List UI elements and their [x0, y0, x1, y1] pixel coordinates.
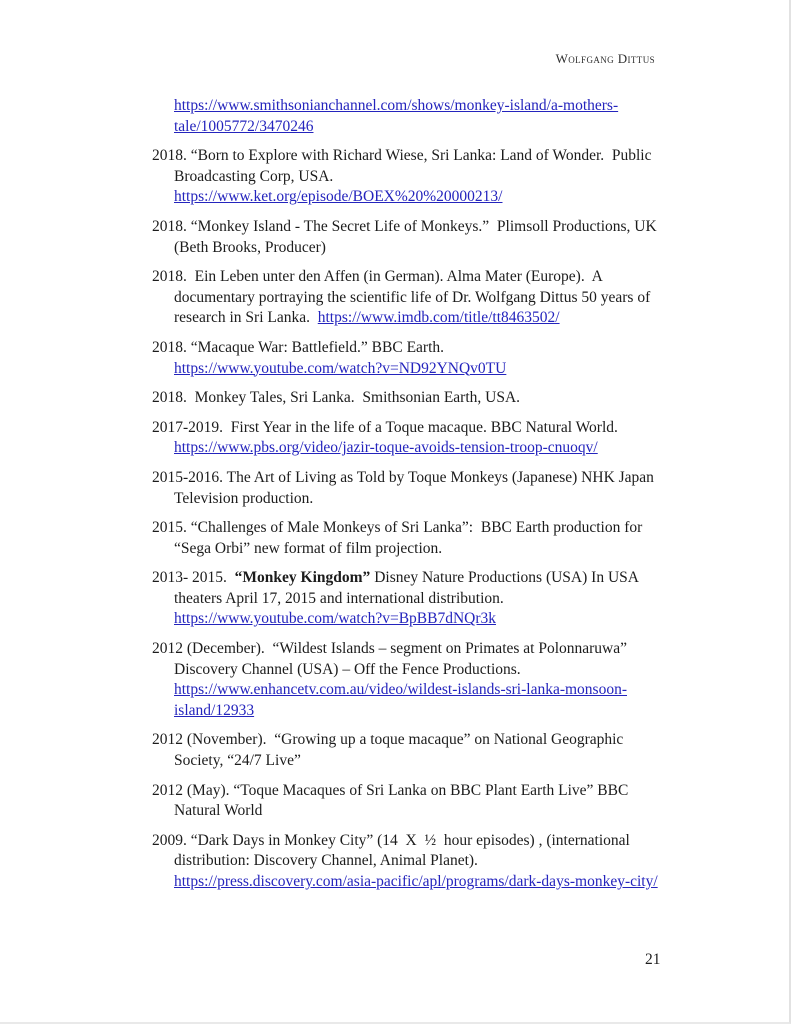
entry-2017-2019-first-year	[152, 418, 692, 459]
entry-line	[174, 117, 692, 138]
entry-text: Disney Nature Productions (USA) In USA	[370, 569, 639, 587]
entry-line	[174, 589, 692, 610]
entry-line	[174, 167, 692, 188]
entry-text: 2018. Ein Leben unter den Affen (in German). Alma Mater (Europe). A	[152, 268, 603, 286]
entry-line	[174, 187, 692, 208]
entry-line	[152, 730, 692, 751]
entry-line	[174, 701, 692, 722]
hyperlink[interactable]: island/12933	[174, 701, 255, 719]
entry-2018-macaque-war	[152, 338, 692, 379]
entry-2015-2016-art-of-living	[152, 468, 692, 509]
page-number: 21	[645, 951, 661, 968]
entry-text: Natural World	[174, 802, 263, 820]
hyperlink[interactable]: tale/1005772/3470246	[174, 117, 314, 135]
hyperlink[interactable]: https://www.youtube.com/watch?v=ND92YNQv0TU	[174, 359, 507, 377]
entry-url-continuation-smithsonian	[152, 96, 692, 137]
entry-line	[174, 438, 692, 459]
entry-line	[152, 338, 692, 359]
hyperlink[interactable]: https://www.imdb.com/title/tt8463502/	[317, 309, 560, 327]
entry-line	[174, 609, 692, 630]
entry-line	[152, 267, 692, 288]
running-header-author-name: Wolfgang Dittus	[555, 51, 655, 66]
entry-text: distribution: Discovery Channel, Animal Planet).	[174, 852, 478, 870]
entry-text: “Sega Orbi” new format of film projection.	[174, 539, 443, 557]
entry-line	[152, 781, 692, 802]
entry-line	[174, 851, 692, 872]
entry-line	[152, 568, 692, 589]
entry-line	[174, 680, 692, 701]
entry-line	[174, 489, 692, 510]
entry-text: 2015-2016. The Art of Living as Told by Toque Monkeys (Japanese) NHK Japan	[152, 468, 654, 486]
entry-2013-2015-monkey-kingdom	[152, 568, 692, 630]
entry-text: 2017-2019. First Year in the life of a Toque macaque. BBC Natural World.	[152, 418, 618, 436]
entry-text: 2018. Monkey Tales, Sri Lanka. Smithsonian Earth, USA.	[152, 389, 521, 407]
entry-text: Television production.	[174, 489, 314, 507]
entry-line	[152, 388, 692, 409]
entry-line	[152, 418, 692, 439]
entry-line	[174, 238, 692, 259]
entry-2018-monkey-tales	[152, 388, 692, 409]
entry-text: 2012 (November). “Growing up a toque macaque” on National Geographic	[152, 731, 624, 749]
entry-text: 2018. “Macaque War: Battlefield.” BBC Earth.	[152, 338, 445, 356]
entry-text: documentary portraying the scientific life of Dr. Wolfgang Dittus 50 years of	[174, 288, 651, 306]
entry-text: 2015. “Challenges of Male Monkeys of Sri Lanka”: BBC Earth production for	[152, 519, 643, 537]
entry-line	[152, 217, 692, 238]
entry-2009-dark-days	[152, 831, 692, 893]
entry-2012-may-toque-macaques	[152, 781, 692, 822]
entry-2018-ein-leben	[152, 267, 692, 329]
entry-line	[152, 518, 692, 539]
entry-line	[152, 639, 692, 660]
entry-text: Society, “24/7 Live”	[174, 752, 301, 770]
bold-title-text: “Monkey Kingdom”	[234, 569, 371, 587]
entry-2012-december-wildest-islands	[152, 639, 692, 721]
entry-line	[152, 468, 692, 489]
entry-text: 2009. “Dark Days in Monkey City” (14 X ½ hour episodes) , (international	[152, 831, 630, 849]
entry-2018-born-to-explore	[152, 146, 692, 208]
hyperlink[interactable]: https://www.youtube.com/watch?v=BpBB7dNQr3k	[174, 610, 497, 628]
entry-text: theaters April 17, 2015 and international distribution.	[174, 589, 504, 607]
entry-text: (Beth Brooks, Producer)	[174, 238, 326, 256]
entry-line	[174, 872, 692, 893]
entry-text: 2012 (December). “Wildest Islands – segment on Primates at Polonnaruwa”	[152, 640, 628, 658]
entry-text: 2018. “Monkey Island - The Secret Life of Monkeys.” Plimsoll Productions, UK	[152, 217, 657, 235]
entry-text: 2018. “Born to Explore with Richard Wiese, Sri Lanka: Land of Wonder. Public	[152, 147, 652, 165]
entry-text: 2013- 2015.	[152, 569, 235, 587]
entry-line	[174, 539, 692, 560]
entry-text: Discovery Channel (USA) – Off the Fence Productions.	[174, 660, 521, 678]
hyperlink[interactable]: https://www.enhancetv.com.au/video/wildest-islands-sri-lanka-monsoon-	[174, 681, 627, 699]
entry-line	[152, 146, 692, 167]
entry-line	[152, 831, 692, 852]
entry-line	[174, 359, 692, 380]
entry-line	[174, 288, 692, 309]
entry-line	[174, 308, 692, 329]
entry-line	[174, 751, 692, 772]
hyperlink[interactable]: https://www.ket.org/episode/BOEX%20%20000213/	[174, 188, 503, 206]
hyperlink[interactable]: https://www.pbs.org/video/jazir-toque-avoids-tension-troop-cnuoqv/	[174, 439, 598, 457]
hyperlink[interactable]: https://www.smithsonianchannel.com/shows/monkey-island/a-mothers-	[174, 97, 619, 114]
entry-line	[174, 96, 692, 117]
entry-2012-november-growing-up	[152, 730, 692, 771]
filmography-entries-list	[152, 96, 692, 902]
entry-text: 2012 (May). “Toque Macaques of Sri Lanka on BBC Plant Earth Live” BBC	[152, 781, 629, 799]
entry-2018-monkey-island	[152, 217, 692, 258]
entry-text: research in Sri Lanka.	[174, 309, 318, 327]
entry-line	[174, 801, 692, 822]
entry-2015-challenges	[152, 518, 692, 559]
entry-line	[174, 660, 692, 681]
entry-text: Broadcasting Corp, USA.	[174, 167, 334, 185]
hyperlink[interactable]: https://press.discovery.com/asia-pacific/apl/programs/dark-days-monkey-city/	[174, 873, 658, 890]
